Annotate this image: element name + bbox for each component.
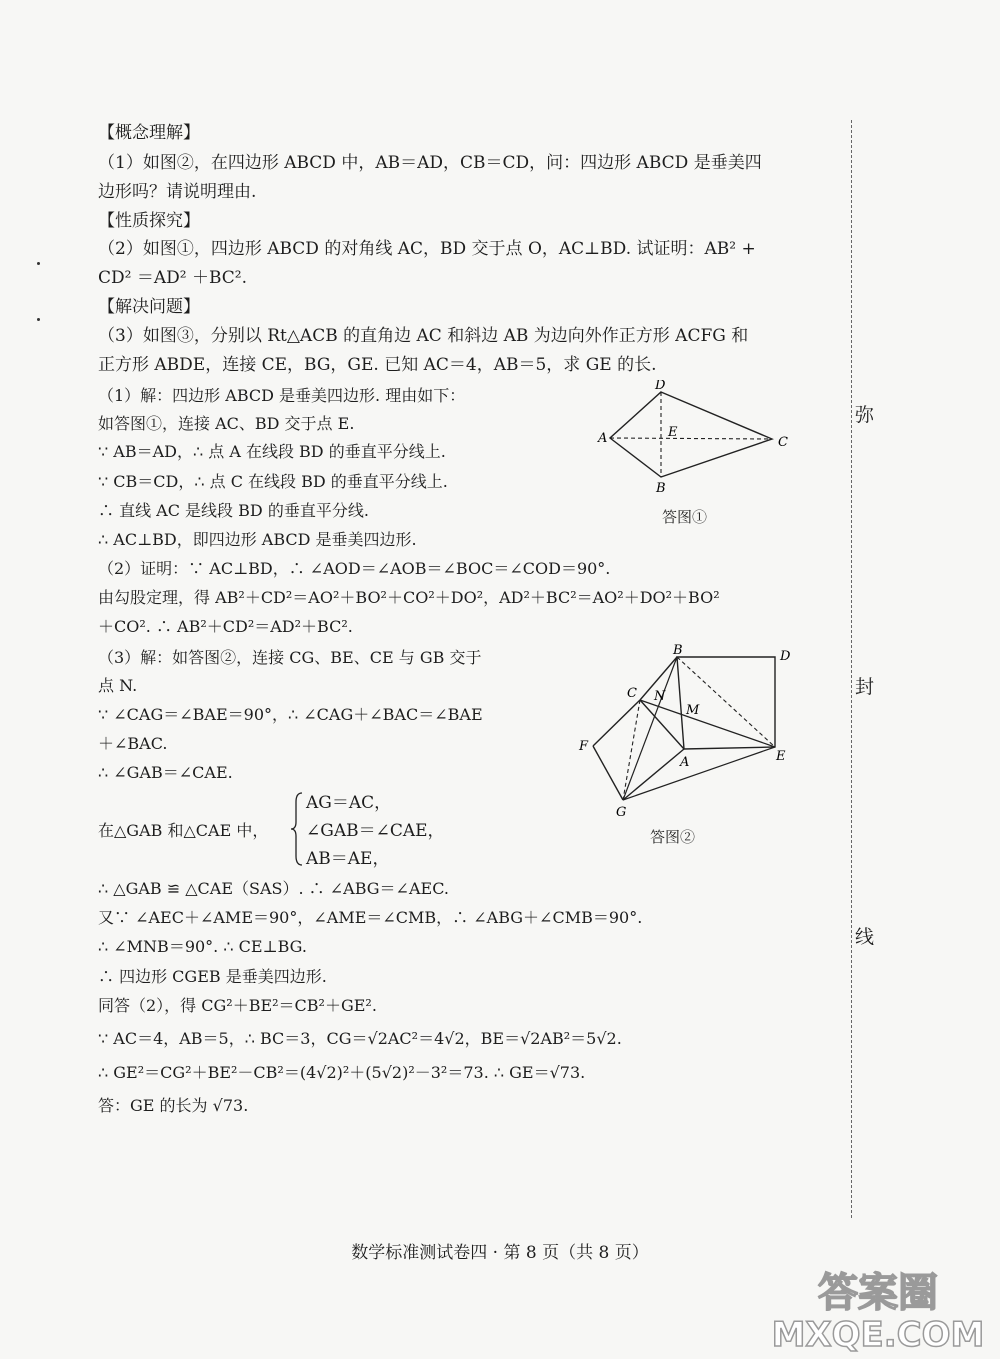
question-1-line-1: （1）如图②，在四边形 ABCD 中，AB＝AD，CB＝CD，问：四边形 ABCD 是垂美四 xyxy=(98,153,762,173)
margin-char-xian: 线 xyxy=(855,926,875,948)
answer-3-line-3: ∵ ∠CAG＝∠BAE＝90°，∴ ∠CAG＋∠BAC＝∠BAE xyxy=(98,705,483,724)
question-2-line-2: CD² ＝AD² ＋BC². xyxy=(98,268,248,288)
system-line-2: ∠GAB＝∠CAE， xyxy=(306,821,445,841)
figure-1-kite xyxy=(592,380,802,500)
question-1-line-2: 边形吗？请说明理由. xyxy=(98,182,257,202)
margin-char-mi: 弥 xyxy=(855,404,875,426)
svg-text:MXQE.COM: MXQE.COM xyxy=(771,1315,985,1352)
answer-3-line-4: ＋∠BAC. xyxy=(98,734,168,753)
fig1-label-b: B xyxy=(656,481,666,496)
margin-char-feng: 封 xyxy=(855,676,875,698)
system-line-1: AG＝AC， xyxy=(306,793,392,813)
answer-3-line-5: ∴ ∠GAB＝∠CAE. xyxy=(98,763,233,782)
answer-3-line-9: ∴ ∠MNB＝90°. ∴ CE⊥BG. xyxy=(98,937,307,956)
fig2-label-b: B xyxy=(673,643,683,658)
section-heading-solve: 【解决问题】 xyxy=(98,297,200,317)
fig1-label-e: E xyxy=(668,425,678,440)
answer-2-line-3: ＋CO². ∴ AB²＋CD²＝AD²＋BC². xyxy=(98,617,353,636)
answer-3-line-1: （3）解：如答图②，连接 CG、BE、CE 与 GB 交于 xyxy=(98,648,482,667)
question-3-line-1: （3）如图③，分别以 Rt△ACB 的直角边 AC 和斜边 AB 为边向外作正方形 ACFG 和 xyxy=(98,326,749,346)
fig2-label-f: F xyxy=(579,739,589,754)
fig2-label-m: M xyxy=(686,703,700,718)
answer-1-line-6: ∴ AC⊥BD，即四边形 ABCD 是垂美四边形. xyxy=(98,530,417,549)
question-3-line-2: 正方形 ABDE，连接 CE，BG，GE. 已知 AC＝4，AB＝5，求 GE 的长. xyxy=(98,355,657,375)
fig2-label-e: E xyxy=(776,749,786,764)
fig2-label-a: A xyxy=(680,755,690,770)
answer-3-line-8: 又∵ ∠AEC＋∠AME＝90°，∠AME＝∠CMB，∴ ∠ABG＋∠CMB＝90°. xyxy=(98,908,643,927)
question-2-line-1: （2）如图①，四边形 ABCD 的对角线 AC，BD 交于点 O，AC⊥BD. 试证明：AB² + xyxy=(98,239,756,259)
fig1-label-d: D xyxy=(655,380,666,393)
answer-3-line-12: ∵ AC＝4，AB＝5，∴ BC＝3，CG＝√2AC²＝4√2，BE＝√2AB²＝5√2. xyxy=(98,1029,622,1048)
system-brace xyxy=(290,792,304,866)
answer-3-line-2: 点 N. xyxy=(98,676,138,695)
margin-dot xyxy=(37,262,40,265)
page-footer: 数学标准测试卷四 · 第 8 页（共 8 页） xyxy=(351,1243,649,1263)
system-line-3: AB＝AE， xyxy=(306,849,390,869)
figure-1-caption: 答图① xyxy=(662,508,708,526)
fig1-label-c: C xyxy=(778,435,788,450)
answer-3-line-11: 同答（2），得 CG²＋BE²＝CB²＋GE². xyxy=(98,996,377,1015)
fig1-label-a: A xyxy=(598,431,608,446)
margin-dot xyxy=(37,318,40,321)
figure-2-squares xyxy=(570,642,800,822)
answer-2-line-1: （2）证明：∵ AC⊥BD，∴ ∠AOD＝∠AOB＝∠BOC＝∠COD＝90°. xyxy=(98,559,611,578)
fig2-label-c: C xyxy=(627,686,637,701)
answer-3-line-13: ∴ GE²＝CG²＋BE²－CB²＝(4√2)²＋(5√2)²－3²＝73. ∴ GE＝√73. xyxy=(98,1063,586,1082)
fig2-label-d: D xyxy=(780,649,791,664)
section-heading-property: 【性质探究】 xyxy=(98,211,200,231)
answer-1-line-3: ∵ AB＝AD，∴ 点 A 在线段 BD 的垂直平分线上. xyxy=(98,442,446,461)
answer-3-line-14: 答：GE 的长为 √73. xyxy=(98,1096,249,1115)
watermark-logo xyxy=(768,1262,988,1352)
figure-2-caption: 答图② xyxy=(650,828,696,846)
svg-text:答案圈: 答案圈 xyxy=(818,1270,938,1316)
answer-1-line-5: ∴ 直线 AC 是线段 BD 的垂直平分线. xyxy=(98,501,369,520)
answer-1-line-2: 如答图①，连接 AC、BD 交于点 E. xyxy=(98,414,355,433)
section-heading-concept: 【概念理解】 xyxy=(98,123,200,143)
fig2-label-n: N xyxy=(654,689,666,704)
answer-3-line-6: 在△GAB 和△CAE 中， xyxy=(98,821,269,840)
answer-2-line-2: 由勾股定理，得 AB²＋CD²＝AO²＋BO²＋CO²＋DO²，AD²＋BC²＝AO²＋DO²＋BO² xyxy=(98,588,720,607)
answer-3-line-10: ∴ 四边形 CGEB 是垂美四边形. xyxy=(98,967,327,986)
answer-3-line-7: ∴ △GAB ≌ △CAE（SAS）. ∴ ∠ABG＝∠AEC. xyxy=(98,879,449,898)
answer-1-line-1: （1）解：四边形 ABCD 是垂美四边形. 理由如下： xyxy=(98,386,466,405)
answer-1-line-4: ∵ CB＝CD，∴ 点 C 在线段 BD 的垂直平分线上. xyxy=(98,472,448,491)
fig2-label-g: G xyxy=(616,805,627,820)
binding-dashed-line xyxy=(851,120,852,1218)
